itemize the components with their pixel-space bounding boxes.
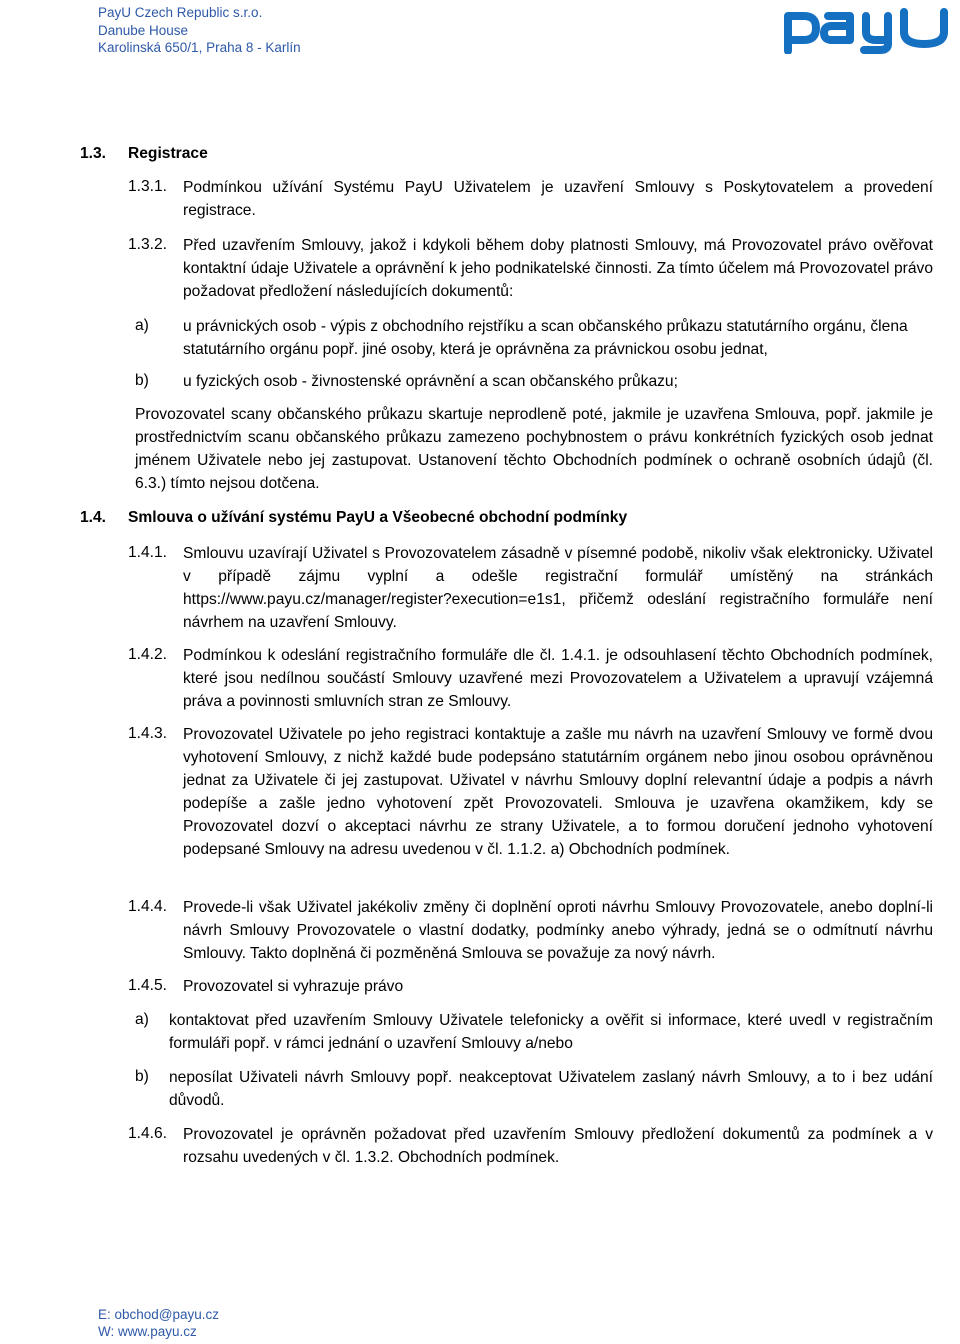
company-address: Karolinská 650/1, Praha 8 - Karlín <box>98 40 301 55</box>
clause-text: Podmínkou k odeslání registračního formuláře dle čl. 1.4.1. je odsouhlasení těchto Obchodních podmínek, které jsou nedílnou součástí Smlouvy uzavřené mezi Provozovatelem a Uživatelem a upravují vzájemná práva a povinnosti smluvních stran ze Smlouvy. <box>183 647 933 710</box>
section-number: 1.4. <box>80 509 107 526</box>
list-item-text: kontaktovat před uzavřením Smlouvy Uživatele telefonicky a ověřit si informace, které uvedl v registračním formuláři popř. v rámci jednání o uzavření Smlouvy a/nebo <box>169 1012 933 1052</box>
footer-web[interactable]: W: www.payu.cz <box>98 1324 197 1339</box>
clause-number: 1.4.4. <box>128 898 168 915</box>
clause-text: Před uzavřením Smlouvy, jakož i kdykoli během doby platnosti Smlouvy, má Provozovatel právo ověřovat kontaktní údaje Uživatele a oprávnění k jeho podnikatelské činnosti. Za tímto účelem má Provozovatel právo požadovat předložení následujících dokumentů: <box>183 237 933 300</box>
list-item-text: u právnických osob - výpis z obchodního rejstříku a scan občanského průkazu statutárního orgánu, člena statutárního orgánu popř. jiné osoby, která je oprávněna za právnickou osobu jednat, <box>183 318 908 358</box>
clause-text: Provede-li však Uživatel jakékoliv změny či doplnění oproti návrhu Smlouvy Provozovatele, anebo doplní-li návrh Smlouvy Provozovatele o vlastní dodatky, podmínky anebo výhrady, jedná se o odmítnutí návrhu Smlouvy. Takto doplněná či pozměněná Smlouva se považuje za nový návrh. <box>183 899 933 962</box>
clause-text: Provozovatel Uživatele po jeho registraci kontaktuje a zašle mu návrh na uzavření Smlouvy ve formě dvou vyhotovení Smlouvy, z nichž každé bude podepsáno statutárním orgánem nebo jinou osobou oprávněnou jednat za Uživatele či jej zastupovat. Uživatel v návrhu Smlouvy doplní relevantní údaje a podpis a návrh podepíše a zašle jedno vyhotovení zpět Provozovateli. Smlouva je uzavřena okamžikem, kdy se Provozovatel dozví o akceptaci návrhu ze strany Uživatele, a to formou doručení jednoho vyhotovení podepsané Smlouvy na adresu uvedenou v čl. 1.1.2. a) Obchodních podmínek. <box>183 726 933 858</box>
building-name: Danube House <box>98 22 189 38</box>
clause-number: 1.4.1. <box>128 544 168 561</box>
section-title: Registrace <box>128 145 208 162</box>
clause-number: 1.4.2. <box>128 646 168 663</box>
payu-logo-icon <box>780 4 956 54</box>
clause-text: Smlouvu uzavírají Uživatel s Provozovatelem zásadně v písemné podobě, nikoliv však elektronicky. Uživatel v případě zájmu vyplní a odešle registrační formulář umístěný na stránkách https://www.payu.cz/manager/register?execution=e1s1, přičemž odeslání registračního formuláře není návrhem na uzavření Smlouvy. <box>183 545 933 631</box>
note-paragraph: Provozovatel scany občanského průkazu skartuje neprodleně poté, jakmile je uzavřena Smlouva, popř. jakmile je prostřednictvím scanu občanského průkazu zamezeno pochybnostem o právu konkrétních fyzických osob jednat jménem Uživatele nebo jej zastupovat. Ustanovení těchto Obchodních podmínek o ochraně osobních údajů (čl. 6.3.) tímto nejsou dotčena. <box>135 406 933 492</box>
clause-text: Provozovatel je oprávněn požadovat před uzavřením Smlouvy předložení dokumentů za podmínek a v rozsahu uvedených v čl. 1.3.2. Obchodních podmínek. <box>183 1126 933 1166</box>
list-item-text: neposílat Uživateli návrh Smlouvy popř. neakceptovat Uživatelem zaslaný návrh Smlouvy, a to i bez udání důvodů. <box>169 1069 933 1109</box>
clause-number: 1.4.5. <box>128 977 168 994</box>
list-item-text: u fyzických osob - živnostenské oprávnění a scan občanského průkazu; <box>183 373 678 390</box>
company-name: PayU Czech Republic s.r.o. <box>98 5 263 20</box>
clause-number: 1.3.1. <box>128 178 168 195</box>
clause-number: 1.4.3. <box>128 725 168 742</box>
clause-number: 1.4.6. <box>128 1125 168 1142</box>
clause-number: 1.3.2. <box>128 236 168 253</box>
list-label: a) <box>135 1011 149 1028</box>
list-label: a) <box>135 317 149 334</box>
list-label: b) <box>135 1068 149 1085</box>
clause-text: Podmínkou užívání Systému PayU Uživatelem je uzavření Smlouvy s Poskytovatelem a provedení registrace. <box>183 179 933 219</box>
list-label: b) <box>135 372 149 389</box>
company-address-block <box>98 4 301 57</box>
footer-email[interactable]: E: obchod@payu.cz <box>98 1307 220 1322</box>
section-number: 1.3. <box>80 145 107 162</box>
clause-text: Provozovatel si vyhrazuje právo <box>183 978 404 995</box>
section-title: Smlouva o užívání systému PayU a Všeobecné obchodní podmínky <box>128 509 628 526</box>
footer-contacts <box>98 1306 219 1340</box>
